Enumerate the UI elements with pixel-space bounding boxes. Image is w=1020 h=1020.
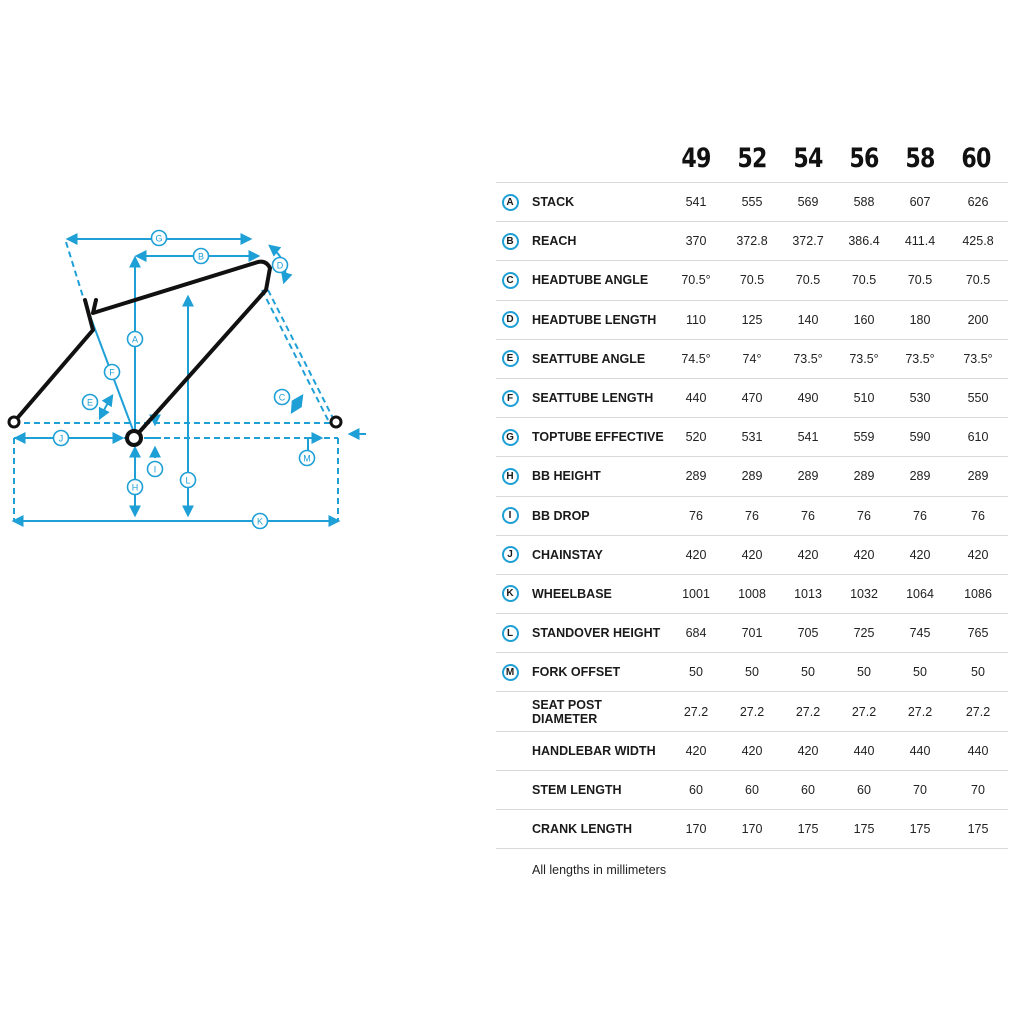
value-cell: 684 [685,626,707,641]
diagram-label-h: H [131,482,139,493]
size-49: 49 [681,143,711,174]
row-label: CRANK LENGTH [532,822,632,837]
value-cell: 76 [913,508,927,523]
value-cell: 559 [853,430,875,445]
letter-badge [496,585,524,602]
letter-badge [496,429,524,446]
units-footnote: All lengths in millimeters [532,863,667,878]
table-row [496,301,1008,340]
value-cell: 1086 [964,586,992,601]
value-cell: 420 [797,743,819,758]
value-cell: 140 [797,312,819,327]
value-cell: 440 [909,743,931,758]
value-cell: 555 [741,195,763,210]
value-cell: 289 [967,469,989,484]
letter-badge-text: G [502,429,519,446]
diagram-label-a: A [131,334,139,345]
value-cell: 420 [797,547,819,562]
letter-badge-text: H [502,468,519,485]
table-row [496,810,1008,849]
value-cell: 170 [685,822,707,837]
value-cell: 440 [685,391,707,406]
value-cell: 550 [967,391,989,406]
value-cell: 541 [685,195,707,210]
letter-badge [496,311,524,328]
diagram-label-f: F [109,367,115,378]
value-cell: 60 [745,782,759,797]
letter-badge-text: I [502,507,519,524]
value-cell: 175 [797,822,819,837]
value-cell: 73.5° [905,351,935,366]
letter-badge [496,625,524,642]
size-54: 54 [793,143,823,174]
value-cell: 440 [853,743,875,758]
value-cell: 70 [913,782,927,797]
value-cell: 610 [967,430,989,445]
value-cell: 590 [909,430,931,445]
letter-badge-text: M [502,664,519,681]
value-cell: 588 [853,195,875,210]
value-cell: 510 [853,391,875,406]
row-label: HANDLEBAR WIDTH [532,743,656,758]
value-cell: 386.4 [848,234,880,249]
value-cell: 370 [685,234,707,249]
diagram-label-i: I [153,464,157,475]
value-cell: 27.2 [965,704,991,719]
value-cell: 289 [685,469,707,484]
size-56: 56 [849,143,879,174]
diagram-label-l: L [185,475,191,486]
value-cell: 372.8 [736,234,768,249]
value-cell: 70 [971,782,985,797]
value-cell: 420 [741,547,763,562]
value-cell: 50 [801,665,815,680]
value-cell: 27.2 [907,704,933,719]
value-cell: 175 [853,822,875,837]
table-row [496,497,1008,536]
value-cell: 440 [967,743,989,758]
letter-badge-text: J [502,546,519,563]
value-cell: 765 [967,626,989,641]
diagram-label-c: C [278,392,286,403]
letter-badge-text: L [502,625,519,642]
row-label: HEADTUBE LENGTH [532,312,657,327]
letter-badge-text: C [502,272,519,289]
table-row [496,418,1008,457]
value-cell: 289 [853,469,875,484]
value-cell: 76 [745,508,759,523]
frame-geometry-diagram [0,215,380,535]
value-cell: 520 [685,430,707,445]
letter-badge-text: F [502,390,519,407]
value-cell: 70.5 [965,273,991,288]
letter-badge [496,507,524,524]
size-52: 52 [737,143,767,174]
value-cell: 420 [685,743,707,758]
value-cell: 50 [971,665,985,680]
value-cell: 745 [909,626,931,641]
value-cell: 60 [801,782,815,797]
table-row [496,614,1008,653]
diagram-label-d: D [276,260,284,271]
size-58: 58 [905,143,935,174]
letter-badge [496,350,524,367]
table-row [496,771,1008,810]
row-label: STANDOVER HEIGHT [532,626,661,641]
value-cell: 50 [689,665,703,680]
row-label: SEATTUBE LENGTH [532,391,654,406]
value-cell: 74.5° [681,351,711,366]
table-row [496,457,1008,496]
diagram-label-m: M [303,453,311,464]
value-cell: 1008 [738,586,766,601]
value-cell: 74° [742,351,762,366]
value-cell: 420 [967,547,989,562]
letter-badge-text: K [502,585,519,602]
value-cell: 200 [967,312,989,327]
value-cell: 705 [797,626,819,641]
row-label: BB HEIGHT [532,469,601,484]
table-row [496,222,1008,261]
value-cell: 170 [741,822,763,837]
letter-badge [496,194,524,211]
table-row [496,732,1008,771]
value-cell: 180 [909,312,931,327]
value-cell: 531 [741,430,763,445]
table-row [496,692,1008,731]
size-header-row [496,136,1008,183]
row-label: SEATTUBE ANGLE [532,351,646,366]
row-label: REACH [532,234,577,249]
value-cell: 76 [801,508,815,523]
value-cell: 289 [797,469,819,484]
value-cell: 125 [741,312,763,327]
value-cell: 70.5° [681,273,711,288]
row-label: STACK [532,195,575,210]
value-cell: 160 [853,312,875,327]
row-label: STEM LENGTH [532,782,622,797]
value-cell: 1064 [906,586,934,601]
row-label: BB DROP [532,508,590,523]
row-label: HEADTUBE ANGLE [532,273,649,288]
value-cell: 27.2 [739,704,765,719]
value-cell: 50 [745,665,759,680]
letter-badge [496,233,524,250]
table-row [496,183,1008,222]
value-cell: 725 [853,626,875,641]
letter-badge-text: B [502,233,519,250]
value-cell: 73.5° [963,351,993,366]
value-cell: 420 [685,547,707,562]
diagram-label-e: E [86,397,94,408]
value-cell: 73.5° [849,351,879,366]
value-cell: 70.5 [795,273,821,288]
value-cell: 27.2 [851,704,877,719]
diagram-label-b: B [197,251,205,262]
value-cell: 76 [689,508,703,523]
table-row [496,261,1008,300]
diagram-label-g: G [155,233,163,244]
letter-badge [496,272,524,289]
table-row [496,575,1008,614]
table-row [496,536,1008,575]
letter-badge [496,546,524,563]
value-cell: 70.5 [851,273,877,288]
letter-badge [496,664,524,681]
geometry-table [496,136,1008,877]
value-cell: 420 [741,743,763,758]
value-cell: 60 [689,782,703,797]
diagram-label-k: K [256,516,264,527]
letter-badge [496,390,524,407]
value-cell: 70.5 [739,273,765,288]
value-cell: 289 [909,469,931,484]
diagram-label-j: J [58,433,64,444]
letter-badge [496,468,524,485]
value-cell: 372.7 [792,234,824,249]
letter-badge-text: E [502,350,519,367]
value-cell: 27.2 [795,704,821,719]
value-cell: 530 [909,391,931,406]
value-cell: 607 [909,195,931,210]
value-cell: 76 [857,508,871,523]
value-cell: 76 [971,508,985,523]
value-cell: 541 [797,430,819,445]
row-label: CHAINSTAY [532,547,603,562]
value-cell: 626 [967,195,989,210]
value-cell: 70.5 [907,273,933,288]
table-row [496,653,1008,692]
row-label: FORK OFFSET [532,665,621,680]
letter-badge-text: A [502,194,519,211]
value-cell: 1032 [850,586,878,601]
value-cell: 175 [967,822,989,837]
value-cell: 27.2 [683,704,709,719]
value-cell: 50 [913,665,927,680]
value-cell: 701 [741,626,763,641]
value-cell: 470 [741,391,763,406]
value-cell: 411.4 [904,234,936,249]
size-60: 60 [961,143,991,174]
table-row [496,340,1008,379]
value-cell: 110 [686,312,706,327]
value-cell: 50 [857,665,871,680]
value-cell: 420 [853,547,875,562]
value-cell: 425.8 [962,234,994,249]
table-row [496,379,1008,418]
value-cell: 73.5° [793,351,823,366]
value-cell: 289 [741,469,763,484]
value-cell: 175 [909,822,931,837]
value-cell: 1013 [794,586,822,601]
value-cell: 490 [797,391,819,406]
value-cell: 420 [909,547,931,562]
letter-badge-text: D [502,311,519,328]
row-label: SEAT POST DIAMETER [532,697,602,726]
value-cell: 60 [857,782,871,797]
value-cell: 569 [797,195,819,210]
row-label: WHEELBASE [532,586,612,601]
row-label: TOPTUBE EFFECTIVE [532,430,664,445]
value-cell: 1001 [682,586,710,601]
